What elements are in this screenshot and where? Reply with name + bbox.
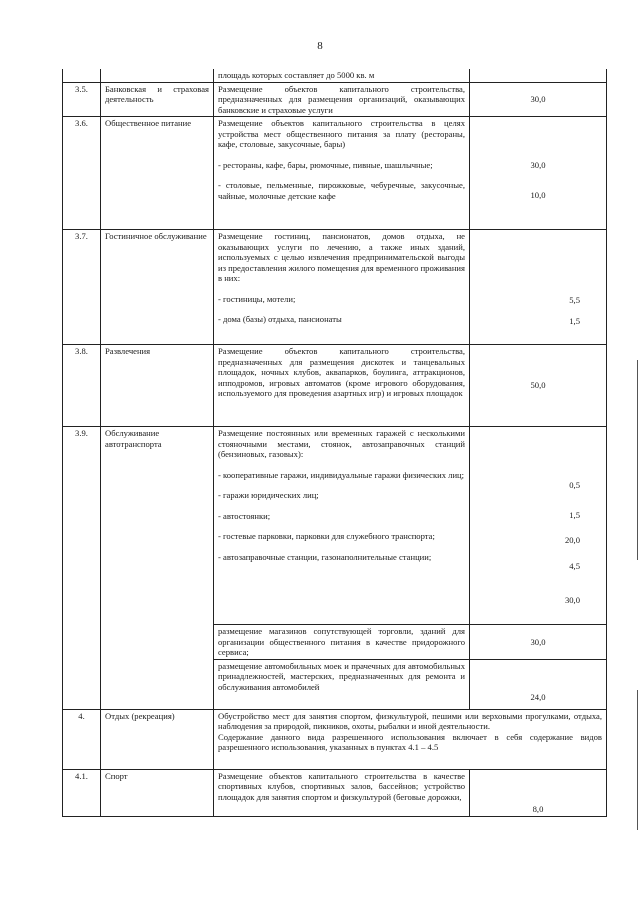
value-text: 30,0: [530, 94, 546, 104]
row-name: [101, 625, 214, 660]
description-text: - рестораны, кафе, бары, рюмочные, пивные, шашлычные;: [218, 159, 433, 170]
description-text: Размещение объектов капитального строительства, предназначенных для размещения дискотек и танцевальных площадок, ночных клубов, аквапарков, боулинга, аттракционов, ипподромов, игровых автоматов (кроме игрового оборудования, используемого для проведения азартных игр) и игровых площадок: [218, 346, 465, 398]
row-name: Отдых (рекреация): [101, 709, 214, 769]
value-text: 0,5: [569, 480, 580, 490]
value-text: 20,0: [564, 535, 580, 545]
table-row: [63, 427, 607, 625]
table-row: [63, 69, 607, 82]
description-text: - кооперативные гаражи, индивидуальные гаражи физических лиц;: [218, 469, 465, 480]
row-value: [470, 625, 607, 660]
description-text: размещение автомобильных моек и прачечных для автомобильных принадлежностей, мастерских, предназначенных для ремонта и обслуживания автомобилей: [218, 660, 465, 692]
description-text: площадь которых составляет до 5000 кв. м: [218, 70, 375, 80]
value-text: 1,5: [569, 509, 580, 520]
table-row: [63, 117, 607, 230]
row-value: [470, 230, 607, 345]
row-name: Общественное питание: [101, 117, 214, 230]
table-row: [63, 230, 607, 345]
row-name: Развлечения: [101, 345, 214, 427]
row-value: [470, 117, 607, 230]
row-description: [214, 709, 607, 769]
description-text: Размещение постоянных или временных гаражей с несколькими стояночными местами, стоянок, автозаправочных станций (бензиновых, газовых):: [218, 428, 465, 459]
scan-edge-marks: [634, 0, 640, 905]
row-number: 3.9.: [63, 427, 101, 625]
row-value: [470, 69, 607, 82]
row-value: [470, 345, 607, 427]
row-description: [214, 769, 470, 816]
row-value: [470, 427, 607, 625]
value-text: 50,0: [530, 380, 546, 391]
description-text: - гостиницы, мотели;: [218, 293, 296, 304]
row-description: [214, 69, 470, 82]
row-value: [470, 769, 607, 816]
value-text: 30,0: [530, 636, 546, 647]
row-number: [63, 659, 101, 709]
row-number: 3.6.: [63, 117, 101, 230]
row-name: [101, 69, 214, 82]
row-description: [214, 625, 470, 660]
value-text: 30,0: [530, 160, 546, 170]
row-description: [214, 345, 470, 427]
row-description: [214, 659, 470, 709]
table-row: [63, 659, 607, 709]
table-row: [63, 709, 607, 769]
row-number: 4.1.: [63, 769, 101, 816]
table-row: [63, 345, 607, 427]
row-name: [101, 659, 214, 709]
row-number: 4.: [63, 709, 101, 769]
row-number: 3.5.: [63, 82, 101, 117]
table-row: [63, 625, 607, 660]
row-number: 3.7.: [63, 230, 101, 345]
row-name: Гостиничное обслуживание: [101, 230, 214, 345]
description-text: - гаражи юридических лиц;: [218, 490, 319, 500]
description-text: - автозаправочные станции, газонаполнительные станции;: [218, 551, 432, 562]
value-text: 1,5: [569, 315, 580, 326]
description-text: Содержание данного вида разрешенного использования включает в себя содержание видов разрешенного использования, указанных в пунктах 4.1 – 4.5: [218, 731, 602, 752]
value-text: 24,0: [530, 692, 546, 702]
value-text: 30,0: [564, 595, 580, 605]
table-row: [63, 769, 607, 816]
row-description: [214, 117, 470, 230]
row-number: 3.8.: [63, 345, 101, 427]
description-text: Размещение объектов капитального строительства в качестве спортивных клубов, спортивных залов, бассейнов; устройство площадок для занятия спортом и физкультурой (беговые дорожки,: [218, 770, 465, 802]
description-text: Размещение объектов капитального строительства, предназначенных для размещения организаций, оказывающих банковские и страховые услуги: [218, 83, 465, 115]
value-text: 10,0: [530, 189, 546, 200]
description-text: Размещение объектов капитального строительства в целях устройства мест общественного питания за плату (рестораны, кафе, столовые, закусочные, бары): [218, 118, 465, 149]
row-name: Спорт: [101, 769, 214, 816]
value-text: 8,0: [532, 804, 544, 814]
description-text: Размещение гостиниц, пансионатов, домов отдыха, не оказывающих услуги по лечению, а также иных зданий, используемых с целью извлечения предпринимательской выгоды из предоставления жилого помещения для временного проживания в них:: [218, 231, 465, 283]
description-text: - дома (базы) отдыха, пансионаты: [218, 314, 342, 324]
value-text: 4,5: [569, 560, 580, 571]
row-name: Банковская и страховая деятельность: [101, 82, 214, 117]
description-text: - столовые, пельменные, пирожковые, чебуречные, закусочные, чайные, молочные детские кафе: [218, 180, 465, 201]
value-text: 5,5: [569, 295, 580, 305]
land-use-table: [62, 69, 607, 817]
row-description: [214, 82, 470, 117]
row-number: [63, 625, 101, 660]
row-value: [470, 82, 607, 117]
description-text: размещение магазинов сопутствующей торговли, зданий для организации общественного питания в качестве придорожного сервиса;: [218, 626, 465, 657]
table-row: [63, 82, 607, 117]
row-description: [214, 427, 470, 625]
row-number: [63, 69, 101, 82]
description-text: - гостевые парковки, парковки для служебного транспорта;: [218, 531, 435, 541]
row-description: [214, 230, 470, 345]
description-text: Обустройство мест для занятия спортом, физкультурой, пешими или верховыми прогулками, отдыха, наблюдения за природой, пикников, охоты, рыбалки и иной деятельности.: [218, 710, 602, 731]
page-number: 8: [317, 40, 323, 52]
row-name: Обслуживание автотранспорта: [101, 427, 214, 625]
description-text: - автостоянки;: [218, 510, 271, 521]
row-value: [470, 659, 607, 709]
